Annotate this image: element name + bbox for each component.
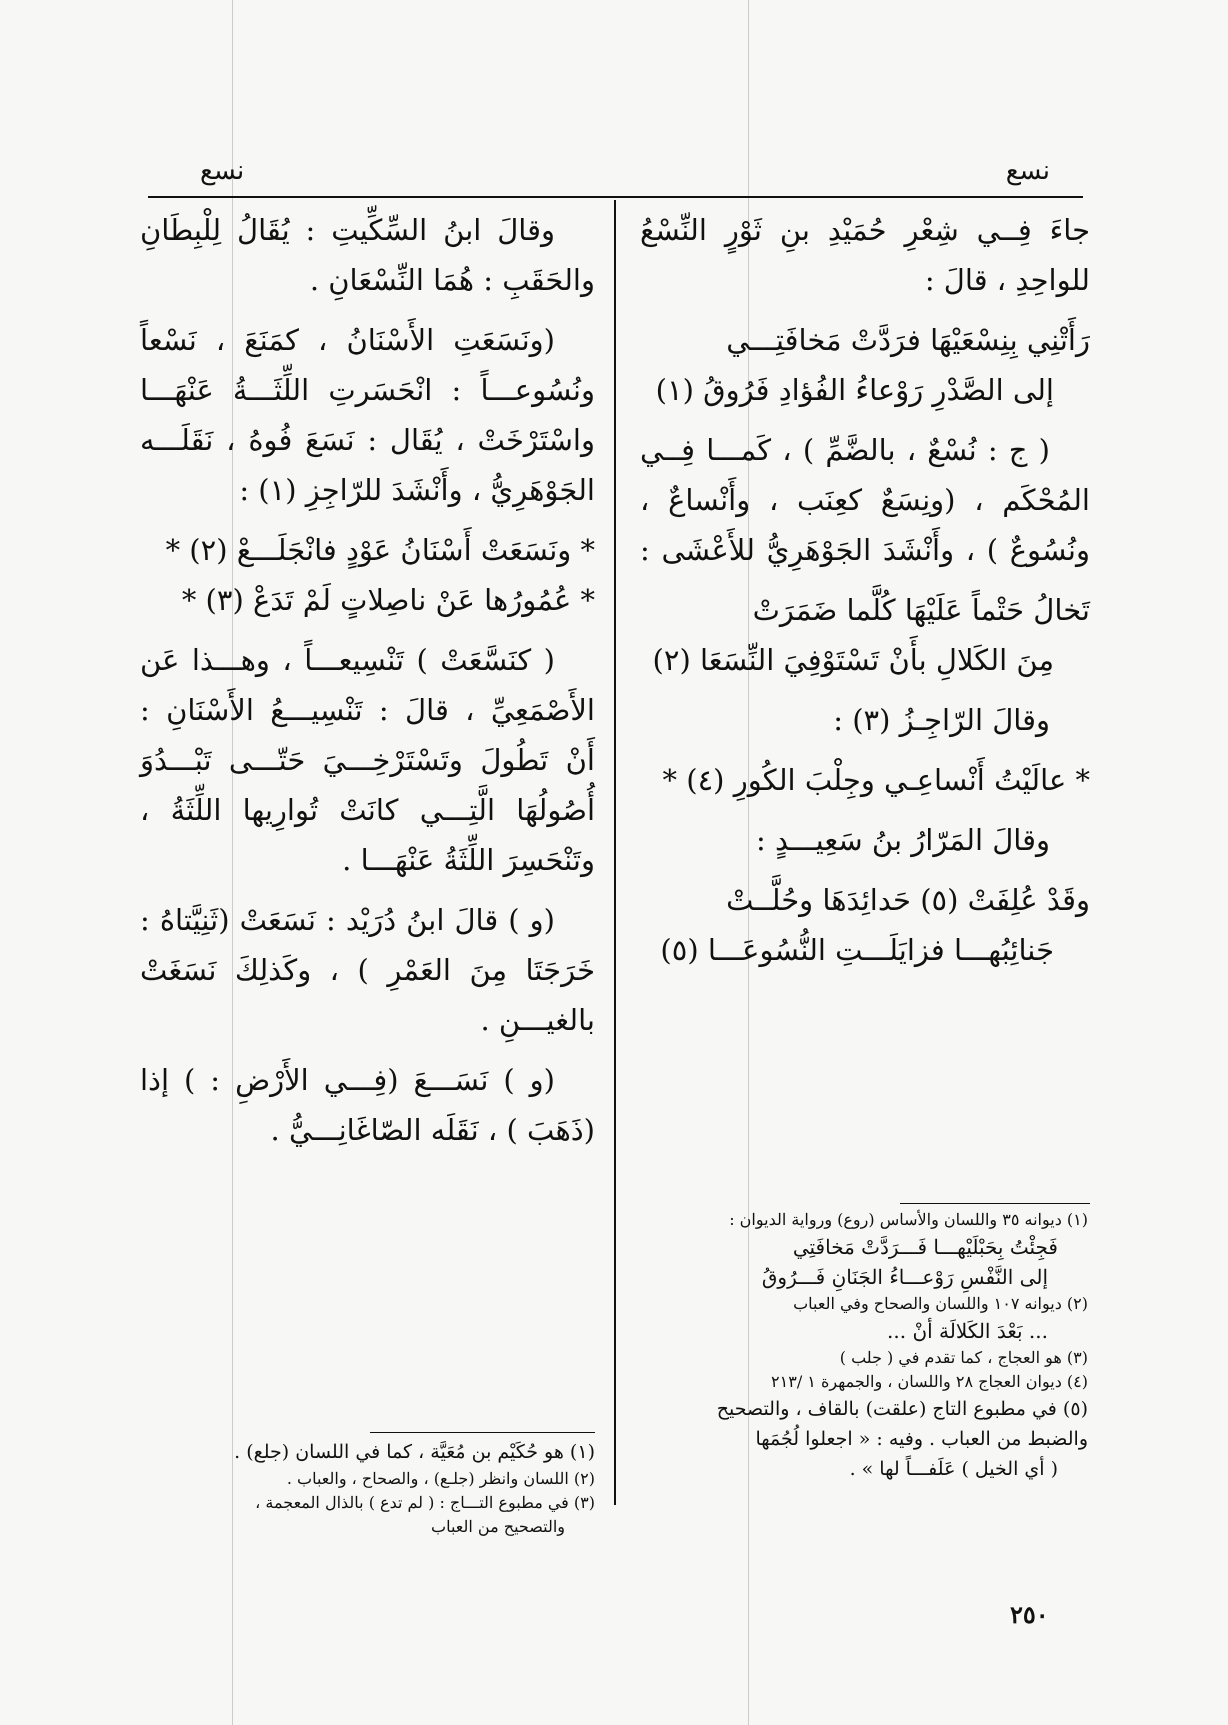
verse	[640, 875, 1090, 975]
text-line: المُحْكَم ، (ونِسَعٌ كعِنَب ، وأَنْساعٌ ،	[640, 483, 1090, 517]
rajaz-line	[640, 755, 1090, 805]
text-line: والحَقَبِ : هُمَا النِّسْعَانِ .	[309, 263, 595, 297]
text-line: خَرَجَتَا مِنَ العَمْرِ ) ، وكَذلِكَ نَسَغَتْ	[140, 953, 595, 987]
text-line: ونُسُوعـــاً : انْحَسَرتِ اللِّثَـــةُ عَنْهَـــا	[140, 373, 595, 407]
footnote: (٢) اللسان وانظر (جلـع) ، والصحاح ، والعباب .	[286, 1469, 595, 1488]
footnote: (٣) في مطبوع التـــاج : ( لم تدع ) بالذال المعجمة ،	[255, 1493, 595, 1512]
left-column	[140, 205, 595, 1165]
verse-line: وقَدْ عُلِفَتْ (٥) حَدائِدَهَا وحُلَّــتْ	[726, 883, 1090, 917]
text-line: ( كنَسَّعَتْ ) تَنْسِيعـــاً ، وهـــذا عَن	[140, 643, 555, 677]
paragraph	[140, 315, 595, 515]
right-column	[640, 205, 1090, 985]
column-divider	[614, 200, 616, 1505]
text-line: ونُسُوعٌ ) ، وأَنْشَدَ الجَوْهَرِيُّ للأَعْشَى :	[640, 533, 1090, 567]
header-headword-right: نسع	[1005, 156, 1050, 186]
page-number: ٢٥٠	[1010, 1600, 1049, 1629]
text-line: جاءَ فِــي شِعْرِ حُمَيْدِ بنِ ثَوْرٍ النِّسْعُ	[640, 213, 1090, 247]
text-line: واسْتَرْخَتْ ، يُقَال : نَسَعَ فُوهُ ، نَقَلَـــه	[140, 423, 595, 457]
paragraph	[640, 425, 1090, 575]
text-line: الأَصْمَعِيِّ ، قالَ : تَنْسِيـــعُ الأَسْنَانِ :	[140, 693, 595, 727]
footnote: (١) ديوانه ٣٥ واللسان والأساس (روع) ورواية الديوان :	[729, 1210, 1088, 1229]
text-line: * عالَيْتُ أَنْساعِـي وجِلْبَ الكُورِ (٤) *	[662, 763, 1090, 797]
footnote: (١) هو حُكَيْم بن مُعَيَّة ، كما في اللسان (جلع) .	[234, 1441, 595, 1463]
text-line: الجَوْهَرِيُّ ، وأَنْشَدَ للرّاجِزِ (١) :	[239, 473, 595, 507]
paragraph	[640, 695, 1090, 745]
verse	[640, 585, 1090, 685]
text-line: أَنْ تَطُولَ وتَسْتَرْخِـــيَ حَتّـــى تَبْـــدُوَ	[140, 743, 595, 777]
verse	[640, 315, 1090, 415]
header-headword-left: نسع	[200, 156, 245, 186]
rajaz-lines	[140, 525, 595, 625]
text-line: وقالَ ابنُ السِّكِّيتِ : يُقَالُ لِلْبِطَانِ	[140, 213, 555, 247]
page-header	[140, 150, 1090, 200]
text-line: وقالَ الرّاجِـزُ (٣) :	[833, 703, 1050, 737]
footnote: ( أي الخيل ) عَلَفـــاً لها » .	[849, 1458, 1058, 1480]
footnote: (٥) في مطبوع التاج (علقت) بالقاف ، والتصحيح	[716, 1398, 1088, 1420]
paragraph	[140, 635, 595, 885]
paragraph	[140, 895, 595, 1045]
text-line: للواحِدِ ، قالَ :	[924, 263, 1090, 297]
text-line: * عُمُورُها عَنْ ناصِلاتٍ لَمْ تَدَعْ (٣) *	[181, 583, 595, 617]
footnote-verse: فَجِئْتُ بِحَبْلَيْهـــا فَـــرَدَّتْ مَخافَتِي	[792, 1235, 1058, 1259]
verse-line: إلى الصَّدْرِ رَوْعاءُ الفُؤادِ فَرُوقُ (١)	[655, 373, 1054, 407]
paragraph	[640, 205, 1090, 305]
verse-line: تَخالُ حَتْماً عَلَيْهَا كُلَّما ضَمَرَتْ	[752, 593, 1090, 627]
text-line: ( ج : نُسْعٌ ، بالضَّمِّ ) ، كَمـــا فِــي	[640, 433, 1050, 467]
header-rule	[148, 196, 1083, 198]
text-line: * ونَسَعَتْ أَسْنَانُ عَوْدٍ فانْجَلَـــعْ (٢) *	[165, 533, 595, 567]
left-footnotes	[150, 1437, 595, 1539]
footnote-separator	[370, 1432, 595, 1433]
footnote-verse: إلى النَّفْسِ رَوْعـــاءُ الجَنَانِ فَـــرُوقُ	[761, 1265, 1048, 1289]
text-line: (و ) قالَ ابنُ دُرَيْد : نَسَعَتْ (ثَنِيَّتاهُ :	[140, 903, 555, 937]
text-line: وتَنْحَسِرَ اللِّثَةُ عَنْهَـــا .	[342, 843, 595, 877]
text-line: وقالَ المَرّارُ بنُ سَعِيـــدٍ :	[755, 823, 1050, 857]
verse-line: مِنَ الكَلالِ بأَنْ تَسْتَوْفِيَ النِّسَعَا (٢)	[652, 643, 1054, 677]
text-line: (و ) نَسَـــعَ (فِـــي الأَرْضِ : ) إذا	[140, 1063, 555, 1097]
footnote: (٢) ديوانه ١٠٧ واللسان والصحاح وفي العباب	[793, 1294, 1088, 1313]
paragraph	[140, 1055, 595, 1155]
footnote: ... بَعْدَ الكَلالَة أنْ ...	[887, 1319, 1048, 1343]
text-line: (ونَسَعَتِ الأَسْنَانُ ، كمَنَعَ ، نَسْعاً	[140, 323, 555, 357]
text-line: بالغيـــنِ .	[480, 1003, 595, 1037]
paragraph	[640, 815, 1090, 865]
footnote: والتصحيح من العباب	[431, 1517, 565, 1536]
footnote-separator	[900, 1203, 1090, 1204]
text-line: أُصُولُهَا الَّتِـــي كانَتْ تُوارِيها اللِّثَةُ ،	[140, 793, 595, 827]
verse-line: جَنائِبُهـــا فزايَلَـــتِ النُّسُوعَـــا (٥)	[660, 933, 1054, 967]
right-footnotes	[648, 1208, 1088, 1484]
footnote: (٤) ديوان العجاج ٢٨ واللسان ، والجمهرة ١ /٢١٣	[771, 1372, 1088, 1391]
paragraph	[140, 205, 595, 305]
footnote: والضبط من العباب . وفيه : « اجعلوا لُجُمَها	[755, 1428, 1088, 1450]
text-line: (ذَهَبَ ) ، نَقَلَه الصّاغَانِـــيُّ .	[270, 1113, 595, 1147]
footnote: (٣) هو العجاج ، كما تقدم في ( جلب )	[839, 1348, 1088, 1367]
verse-line: رَأَتْنِي بِنِسْعَيْهَا فرَدَّتْ مَخافَتِـــي	[726, 323, 1090, 357]
